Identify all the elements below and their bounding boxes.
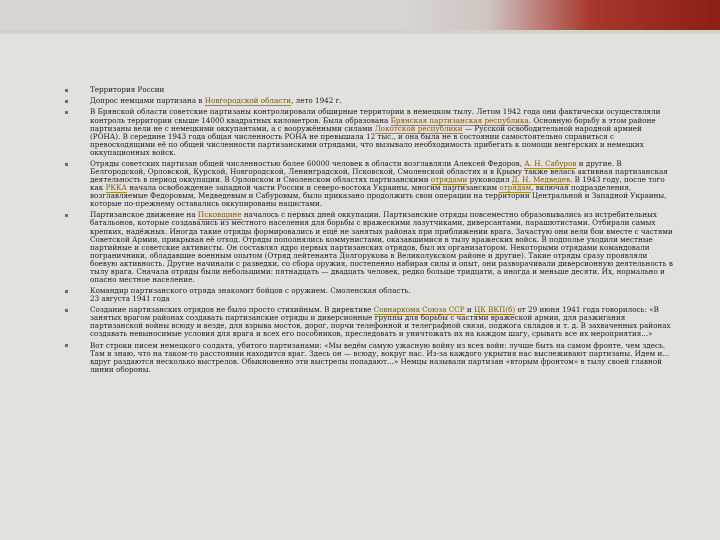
hyperlink[interactable]: Новгородской области xyxy=(204,96,292,106)
bullet-paragraph xyxy=(62,211,674,283)
bullet-paragraph xyxy=(62,97,674,105)
document-content xyxy=(62,86,674,377)
paragraph-text: и xyxy=(464,305,474,315)
hyperlink[interactable]: Д. Н. Медведев xyxy=(511,175,571,185)
paragraph-text: Допрос немцами партизана в xyxy=(90,96,205,106)
paragraph-text: Вот строки писем немецкого солдата, убитого партизанами: «Мы ведём самую ужасную войну из всех войн: лучше быть на самом фронте, чем здесь. Там я знаю, что на таком-то расстоянии находится враг. Здесь он — всюду, вокруг нас. Из-за каждого укрытия нас выслеживают партизаны. Идем и... вдруг раздаются несколько выстрелов. Обыкновенно эти выстрелы попадают...» Немцы называли партизан «вторым фронтом» в тылу своей главной линии обороны. xyxy=(90,340,670,374)
hyperlink[interactable]: Локотской республики xyxy=(374,123,463,133)
paragraph-text: 23 августа 1941 года xyxy=(90,294,170,304)
paragraph-text: начала освобождение западной части России и северо-востока Украины, многим партизанским xyxy=(126,183,500,193)
hyperlink[interactable]: отрядами xyxy=(430,175,468,185)
bullet-list xyxy=(62,86,674,374)
bullet-paragraph xyxy=(62,86,674,94)
paragraph-text: — Русской освободительной народной армией (РОНА). В середине 1943 года общая численность РОНА не превышала 12 тыс., и она была не в состоянии самостоятельно справиться с превосходящими её по общей численности партизанскими отрядами, что вызывало необходимость прибегать к помощи венгерских и немецких оккупационных войск. xyxy=(90,123,644,157)
paragraph-text: началось с первых дней оккупации. Партизанские отряды повсеместно образовывались из истребительных батальонов, которые создавались из местного населения для борьбы с вражескими лазутчиками, диверсантами, парашютистами. Отбирали самых крепких, надёжных. Иногда такие отряды формировались и ещё не занятых районах при приближении врага. Зачастую они вели бои вместе с частями Советской Армии, прикрывая её отход. Отряды пополнялись коммунистами, оказавшимися в тылу вражеских войск. В подполье уходили местные партийные и советские активисты. Он составлял ядро первых партизанских отрядов, был их организатором. Некоторыми отрядами командовали пограничники, обладавшие военным опытом (Отряд лейтенанта Долгорукова в Великолукском районе и другие). Такие отряды сразу проявляли боевую активность. Другие начинали с разведки, со сбора оружия, постепенно набирая силы и опыт, они разворачивали диверсионную деятельность в тылу врага. Сначала отряды были небольшими: пятнадцать — двадцать человек, редко больше тридцати, а иногда и меньше десяти. Их, нормально и опасно местное население. xyxy=(90,210,673,284)
bullet-paragraph xyxy=(62,287,674,303)
hyperlink[interactable]: ЦК ВКП(б) xyxy=(473,305,516,315)
paragraph-text: Создание партизанских отрядов не было просто стихийным. В директиве xyxy=(90,305,374,315)
bullet-paragraph xyxy=(62,342,674,374)
paragraph-text: Отряды советских партизан общей численностью более 60000 человек в области возглавляли Алексей Федоров, xyxy=(90,158,525,168)
paragraph-text: , включая подразделения, возглавляемые Федоровым, Медведевым и Сабуровым, было приказано продолжить свои операции на территории Центральной и Западной Украины, которые по-прежнему оставались оккупированы нацистами. xyxy=(90,183,667,209)
hyperlink[interactable]: Псковщине xyxy=(197,210,242,220)
paragraph-text: , лето 1942 г. xyxy=(291,96,342,106)
bullet-paragraph xyxy=(62,108,674,156)
paragraph-text: Партизанское движение на xyxy=(90,210,198,220)
bullet-paragraph xyxy=(62,160,674,208)
paragraph-text: В Брянской области советские партизаны контролировали обширные территории в немецком тылу. Летом 1942 года они фактически осуществляли контроль территории свыше 14000 квадратных километров. Была образована xyxy=(90,107,661,125)
hyperlink[interactable]: РККА xyxy=(105,183,127,193)
decorative-top-band xyxy=(0,30,720,34)
paragraph-text: руководил xyxy=(467,175,512,185)
hyperlink[interactable]: Совнаркома Союза ССР xyxy=(373,305,465,315)
hyperlink[interactable]: Брянская партизанская республика xyxy=(390,115,529,125)
paragraph-text: . В 1943 году, после того как xyxy=(90,175,665,193)
paragraph-text: от 29 июня 1941 года говорилось: «В занятых врагом районах создавать партизанские отряды и диверсионные группы для борьбы с частями вражеской армии, для разжигания партизанской войны всюду и везде, для взрыва мостов, дорог, порчи телефонной и телеграфной связи, поджога складов и т. д. В захваченных районах создавать невыносимые условия для врага и всех его пособников, преследовать и уничтожать их на каждом шагу, срывать все их мероприятия...» xyxy=(90,305,671,339)
paragraph-text: . Основную борьбу в этом районе партизаны вели не с немецкими оккупантами, а с вооружёнными силами xyxy=(90,115,656,133)
paragraph-text: Командир партизанского отряда знакомит бойцов с оружием. Смоленская область. xyxy=(90,286,411,296)
hyperlink[interactable]: отрядам xyxy=(499,183,532,193)
paragraph-text: Территория России xyxy=(90,85,165,94)
paragraph-text: и другие. В Белгородской, Орловской, Курской, Новгородской, Ленинградской, Псковской, Смоленской областях и в Крыму также велась активная партизанская деятельность в период оккупации. В Орловском и Смоленском областях партизанскими xyxy=(90,158,668,185)
hyperlink[interactable]: А. Н. Сабуров xyxy=(524,158,577,168)
decorative-top-bar xyxy=(0,0,720,30)
bullet-paragraph xyxy=(62,306,674,338)
